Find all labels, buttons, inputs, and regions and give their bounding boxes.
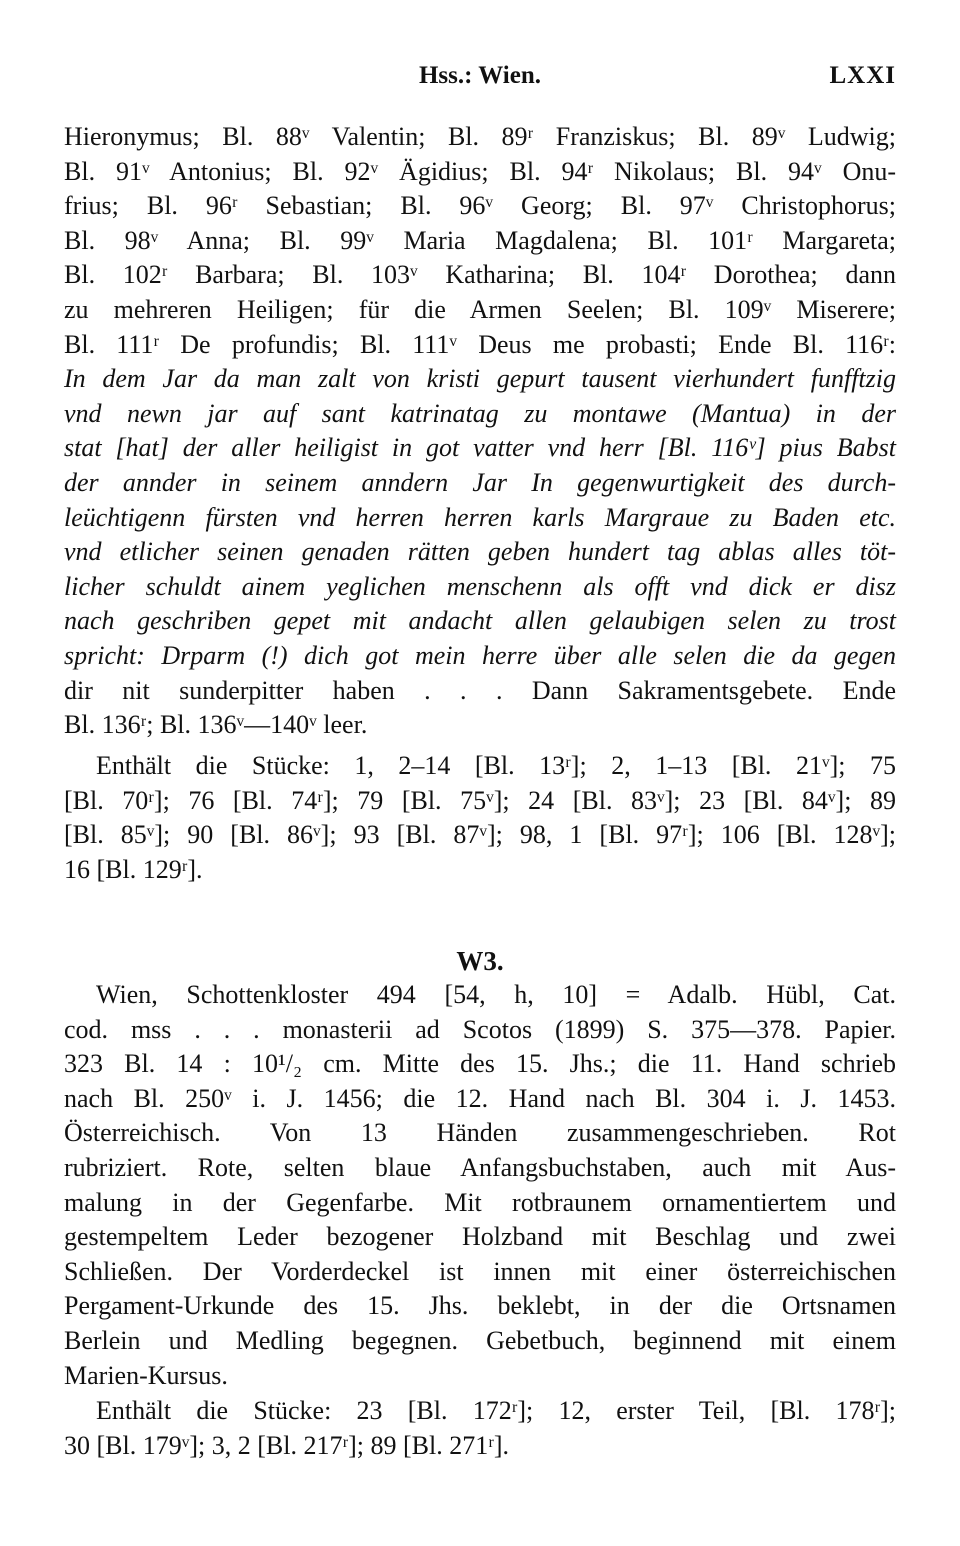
text-line: [Bl. 85ᵛ]; 90 [Bl. 86ᵛ]; 93 [Bl. 87ᵛ]; 98, 1 [Bl. 97ʳ]; 106 [Bl. 128ᵛ]; (64, 820, 896, 850)
text-line: Österreichisch. Von 13 Händen zusammengeschrieben. Rot (64, 1118, 896, 1148)
page-header (64, 62, 896, 98)
text-line: zu mehreren Heiligen; für die Armen Seelen; Bl. 109ᵛ Miserere; (64, 294, 896, 324)
section-heading: W3. (456, 946, 504, 976)
contents-list-paragraph (64, 1394, 896, 1463)
text-line: dir nit sunderpitter haben . . . Dann Sakramentsgebete. Ende (64, 675, 896, 705)
running-title: Hss.: Wien. (418, 62, 542, 89)
text-line: Bl. 91ᵛ Antonius; Bl. 92ᵛ Ägidius; Bl. 94ʳ Nikolaus; Bl. 94ᵛ Onu- (64, 156, 896, 186)
quotation-line: leüchtigenn fürsten vnd herren herren karls Margraue zu Baden etc. (64, 502, 896, 532)
text-line: Wien, Schottenkloster 494 [54, h, 10] = Adalb. Hübl, Cat. (96, 980, 896, 1009)
quotation-line: licher schuldt ainem yeglichen menschenn als offt vnd dick er disz (64, 571, 896, 601)
text-line: Bl. 136ʳ; Bl. 136ᵛ—140ᵛ leer. (64, 710, 368, 740)
text-line: Hieronymus; Bl. 88ᵛ Valentin; Bl. 89ʳ Franziskus; Bl. 89ᵛ Ludwig; (64, 122, 896, 151)
text-line: frius; Bl. 96ʳ Sebastian; Bl. 96ᵛ Georg; Bl. 97ᵛ Christophorus; (64, 191, 896, 221)
text-line: cod. mss . . . monasterii ad Scotos (1899) S. 375—378. Papier. (64, 1014, 896, 1044)
text-line: gestempeltem Leder bezogener Holzband mit Beschlag und zwei (64, 1222, 896, 1252)
text-line: Bl. 111ʳ De profundis; Bl. 111ᵛ Deus me probasti; Ende Bl. 116ʳ: (64, 329, 896, 359)
text-line: Marien-Kursus. (64, 1360, 228, 1390)
text-line: Bl. 98ᵛ Anna; Bl. 99ᵛ Maria Magdalena; Bl. 101ʳ Margareta; (64, 225, 896, 255)
text-line: [Bl. 70ʳ]; 76 [Bl. 74ʳ]; 79 [Bl. 75ᵛ]; 24 [Bl. 83ᵛ]; 23 [Bl. 84ᵛ]; 89 (64, 785, 896, 815)
text-line: Enthält die Stücke: 23 [Bl. 172ʳ]; 12, erster Teil, [Bl. 178ʳ]; (96, 1396, 896, 1425)
text-line: Bl. 102ʳ Barbara; Bl. 103ᵛ Katharina; Bl. 104ʳ Dorothea; dann (64, 260, 896, 290)
quotation-line: spricht: Drparm (!) dich got mein herre über alle selen die da gegen (64, 640, 896, 670)
quotation-line: der annder in seinem anndern Jar In gegenwurtigkeit des durch- (64, 467, 896, 497)
contents-list-paragraph (64, 749, 896, 887)
text-line: Enthält die Stücke: 1, 2–14 [Bl. 13ʳ]; 2, 1–13 [Bl. 21ᵛ]; 75 (96, 751, 896, 780)
text-line: Schließen. Der Vorderdeckel ist innen mit einer österreichischen (64, 1256, 896, 1286)
text-line: Pergament-Urkunde des 15. Jhs. beklebt, in der die Ortsnamen (64, 1291, 896, 1321)
quotation-line: In dem Jar da man zalt von kristi gepurt tausent vierhundert funfftzig (64, 364, 896, 394)
text-line: 323 Bl. 14 : 10¹/₂ cm. Mitte des 15. Jhs.; die 11. Hand schrieb (64, 1049, 896, 1079)
text-line: Berlein und Medling begegnen. Gebetbuch, beginnend mit einem (64, 1325, 896, 1355)
page-number: LXXI (829, 62, 896, 89)
manuscript-contents-paragraph (64, 120, 896, 743)
quotation-line: vnd etlicher seinen genaden rätten geben hundert tag ablas alles töt- (64, 537, 896, 567)
text-line: 30 [Bl. 179ᵛ]; 3, 2 [Bl. 217ʳ]; 89 [Bl. 271ʳ]. (64, 1430, 510, 1460)
text-line: malung in der Gegenfarbe. Mit rotbraunem ornamentiertem und (64, 1187, 896, 1217)
text-line: 16 [Bl. 129ʳ]. (64, 854, 203, 884)
quotation-line: stat [hat] der aller heiligist in got vatter vnd herr [Bl. 116ᵛ] pius Babst (64, 433, 896, 463)
manuscript-description-paragraph (64, 978, 896, 1393)
text-line: nach Bl. 250ᵛ i. J. 1456; die 12. Hand nach Bl. 304 i. J. 1453. (64, 1083, 896, 1113)
text-line: rubriziert. Rote, selten blaue Anfangsbuchstaben, auch mit Aus- (64, 1152, 896, 1182)
quotation-line: nach geschriben gepet mit andacht allen gelaubigen selen zu trost (64, 606, 896, 636)
quotation-line: vnd newn jar auf sant katrinatag zu montawe (Mantua) in der (64, 398, 896, 428)
